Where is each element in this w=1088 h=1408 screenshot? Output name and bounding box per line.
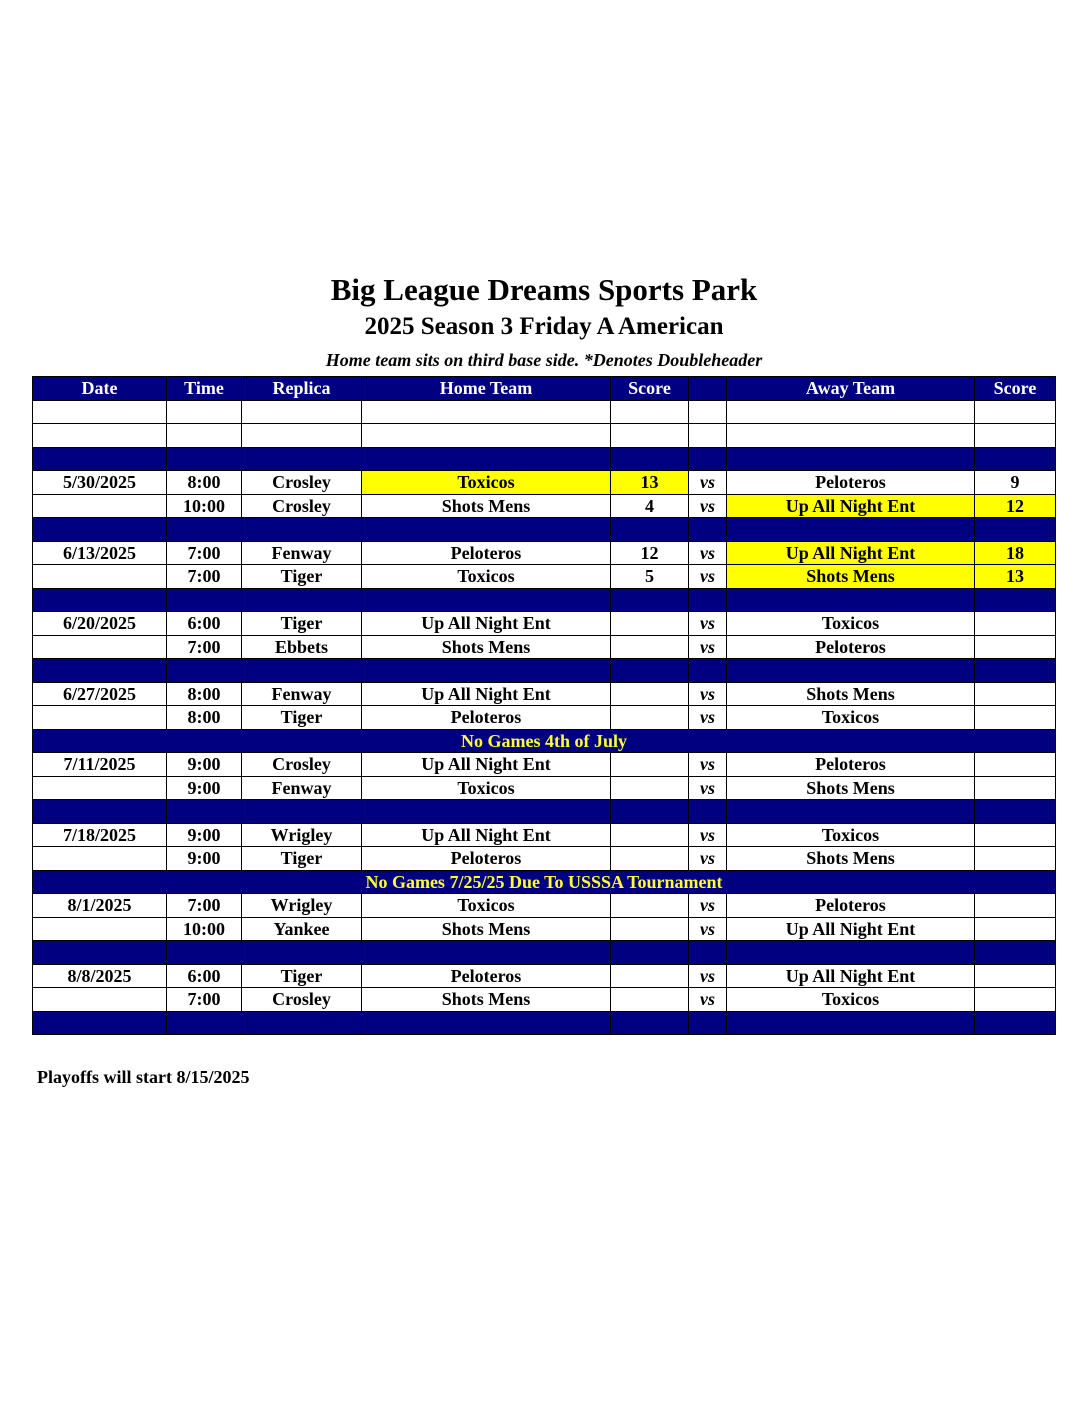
vs-cell: vs	[689, 988, 727, 1012]
away-score-cell: 18	[975, 541, 1056, 565]
date-cell	[33, 565, 167, 589]
vs-cell: vs	[689, 894, 727, 918]
header-vs	[689, 377, 727, 401]
time-cell	[167, 800, 242, 824]
home-team-cell: Up All Night Ent	[362, 612, 611, 636]
away-team-cell: Up All Night Ent	[727, 964, 975, 988]
away-team-cell	[727, 518, 975, 542]
no-games-banner-row	[33, 729, 1056, 753]
header-home-team: Home Team	[362, 377, 611, 401]
replica-cell	[242, 518, 362, 542]
home-team-cell: Shots Mens	[362, 988, 611, 1012]
time-cell	[167, 1011, 242, 1035]
away-team-cell: Up All Night Ent	[727, 494, 975, 518]
home-team-cell	[362, 659, 611, 683]
home-score-cell	[611, 1011, 689, 1035]
game-row	[33, 612, 1056, 636]
away-team-cell: Up All Night Ent	[727, 917, 975, 941]
game-row	[33, 988, 1056, 1012]
home-team-cell: Peloteros	[362, 706, 611, 730]
away-score-cell: 12	[975, 494, 1056, 518]
game-row	[33, 541, 1056, 565]
date-cell: 7/11/2025	[33, 753, 167, 777]
date-cell: 6/20/2025	[33, 612, 167, 636]
replica-cell	[242, 447, 362, 471]
away-score-cell	[975, 847, 1056, 871]
vs-cell: vs	[689, 565, 727, 589]
date-cell	[33, 447, 167, 471]
away-score-cell	[975, 400, 1056, 424]
away-team-cell	[727, 800, 975, 824]
game-row	[33, 847, 1056, 871]
home-team-cell: Up All Night Ent	[362, 753, 611, 777]
away-team-cell: Up All Night Ent	[727, 541, 975, 565]
home-team-cell	[362, 800, 611, 824]
replica-cell: Crosley	[242, 471, 362, 495]
home-score-cell	[611, 682, 689, 706]
date-cell: 8/8/2025	[33, 964, 167, 988]
home-score-cell	[611, 776, 689, 800]
replica-cell	[242, 800, 362, 824]
separator-row	[33, 659, 1056, 683]
page-title: Big League Dreams Sports Park	[330, 272, 758, 307]
away-team-cell: Peloteros	[727, 471, 975, 495]
game-row	[33, 917, 1056, 941]
away-team-cell: Toxicos	[727, 988, 975, 1012]
home-team-cell: Peloteros	[362, 541, 611, 565]
vs-cell: vs	[689, 494, 727, 518]
game-row	[33, 494, 1056, 518]
away-team-cell	[727, 424, 975, 448]
date-cell	[33, 941, 167, 965]
replica-cell: Fenway	[242, 776, 362, 800]
date-cell: 8/1/2025	[33, 894, 167, 918]
home-score-cell	[611, 988, 689, 1012]
away-score-cell	[975, 706, 1056, 730]
home-score-cell	[611, 706, 689, 730]
header-away-team: Away Team	[727, 377, 975, 401]
game-row	[33, 706, 1056, 730]
date-cell	[33, 494, 167, 518]
away-score-cell	[975, 635, 1056, 659]
away-team-cell	[727, 447, 975, 471]
replica-cell: Fenway	[242, 682, 362, 706]
replica-cell	[242, 400, 362, 424]
vs-cell: vs	[689, 612, 727, 636]
game-row	[33, 894, 1056, 918]
separator-row	[33, 447, 1056, 471]
time-cell: 8:00	[167, 706, 242, 730]
away-team-cell: Peloteros	[727, 894, 975, 918]
page-subtitle: 2025 Season 3 Friday A American	[364, 313, 724, 340]
date-cell: 5/30/2025	[33, 471, 167, 495]
replica-cell: Crosley	[242, 494, 362, 518]
replica-cell: Tiger	[242, 706, 362, 730]
vs-cell	[689, 941, 727, 965]
replica-cell: Tiger	[242, 964, 362, 988]
header-home-score: Score	[611, 377, 689, 401]
home-team-cell: Peloteros	[362, 847, 611, 871]
time-cell: 10:00	[167, 494, 242, 518]
home-score-cell	[611, 447, 689, 471]
replica-cell: Crosley	[242, 988, 362, 1012]
date-cell	[33, 424, 167, 448]
home-score-cell: 12	[611, 541, 689, 565]
away-team-cell: Toxicos	[727, 612, 975, 636]
game-row	[33, 682, 1056, 706]
away-score-cell	[975, 612, 1056, 636]
vs-cell: vs	[689, 706, 727, 730]
time-cell: 7:00	[167, 894, 242, 918]
home-score-cell	[611, 612, 689, 636]
header-away-score: Score	[975, 377, 1056, 401]
away-team-cell	[727, 941, 975, 965]
vs-cell: vs	[689, 776, 727, 800]
date-cell	[33, 659, 167, 683]
time-cell: 7:00	[167, 565, 242, 589]
away-team-cell: Toxicos	[727, 706, 975, 730]
home-score-cell	[611, 917, 689, 941]
date-cell	[33, 800, 167, 824]
vs-cell: vs	[689, 964, 727, 988]
away-score-cell	[975, 753, 1056, 777]
vs-cell: vs	[689, 682, 727, 706]
home-score-cell	[611, 424, 689, 448]
vs-cell	[689, 800, 727, 824]
home-score-cell: 13	[611, 471, 689, 495]
away-score-cell	[975, 823, 1056, 847]
away-team-cell: Toxicos	[727, 823, 975, 847]
replica-cell	[242, 588, 362, 612]
away-score-cell	[975, 447, 1056, 471]
playoffs-note: Playoffs will start 8/15/2025	[37, 1067, 250, 1087]
home-team-cell	[362, 447, 611, 471]
home-score-cell	[611, 635, 689, 659]
vs-cell	[689, 400, 727, 424]
schedule-table	[32, 376, 1056, 1035]
replica-cell: Fenway	[242, 541, 362, 565]
time-cell: 10:00	[167, 917, 242, 941]
no-games-banner-row	[33, 870, 1056, 894]
replica-cell: Wrigley	[242, 894, 362, 918]
home-team-cell: Shots Mens	[362, 917, 611, 941]
home-team-cell: Shots Mens	[362, 494, 611, 518]
header-date: Date	[33, 377, 167, 401]
away-team-cell: Shots Mens	[727, 565, 975, 589]
time-cell: 9:00	[167, 753, 242, 777]
time-cell	[167, 941, 242, 965]
vs-cell	[689, 518, 727, 542]
time-cell: 7:00	[167, 635, 242, 659]
home-team-cell: Toxicos	[362, 565, 611, 589]
blank-row	[33, 424, 1056, 448]
away-team-cell	[727, 588, 975, 612]
vs-cell: vs	[689, 471, 727, 495]
date-cell	[33, 706, 167, 730]
vs-cell: vs	[689, 541, 727, 565]
away-score-cell: 9	[975, 471, 1056, 495]
separator-row	[33, 1011, 1056, 1035]
date-cell	[33, 776, 167, 800]
vs-cell	[689, 447, 727, 471]
away-team-cell: Shots Mens	[727, 847, 975, 871]
date-cell	[33, 988, 167, 1012]
replica-cell: Tiger	[242, 612, 362, 636]
replica-cell	[242, 1011, 362, 1035]
home-team-cell: Toxicos	[362, 471, 611, 495]
away-team-cell: Shots Mens	[727, 682, 975, 706]
date-cell	[33, 847, 167, 871]
vs-cell: vs	[689, 847, 727, 871]
replica-cell: Crosley	[242, 753, 362, 777]
home-team-cell: Toxicos	[362, 894, 611, 918]
time-cell: 7:00	[167, 541, 242, 565]
schedule-note: Home team sits on third base side. *Denotes Doubleheader	[325, 350, 763, 370]
home-team-cell: Up All Night Ent	[362, 682, 611, 706]
time-cell: 7:00	[167, 988, 242, 1012]
blank-row	[33, 400, 1056, 424]
replica-cell: Wrigley	[242, 823, 362, 847]
home-score-cell	[611, 400, 689, 424]
date-cell	[33, 588, 167, 612]
time-cell: 9:00	[167, 847, 242, 871]
date-cell	[33, 917, 167, 941]
date-cell	[33, 635, 167, 659]
home-score-cell	[611, 753, 689, 777]
away-score-cell: 13	[975, 565, 1056, 589]
vs-cell: vs	[689, 753, 727, 777]
time-cell	[167, 400, 242, 424]
away-team-cell: Shots Mens	[727, 776, 975, 800]
away-score-cell	[975, 1011, 1056, 1035]
header-row	[33, 377, 1056, 401]
home-team-cell	[362, 400, 611, 424]
vs-cell: vs	[689, 823, 727, 847]
home-team-cell: Peloteros	[362, 964, 611, 988]
header-replica: Replica	[242, 377, 362, 401]
time-cell	[167, 447, 242, 471]
away-score-cell	[975, 424, 1056, 448]
away-score-cell	[975, 588, 1056, 612]
game-row	[33, 471, 1056, 495]
schedule-body	[33, 400, 1056, 1035]
separator-row	[33, 941, 1056, 965]
game-row	[33, 635, 1056, 659]
vs-cell	[689, 659, 727, 683]
home-team-cell: Up All Night Ent	[362, 823, 611, 847]
away-team-cell: Peloteros	[727, 635, 975, 659]
home-score-cell	[611, 964, 689, 988]
home-score-cell	[611, 941, 689, 965]
date-cell: 6/27/2025	[33, 682, 167, 706]
home-score-cell	[611, 847, 689, 871]
time-cell: 6:00	[167, 964, 242, 988]
game-row	[33, 753, 1056, 777]
replica-cell: Yankee	[242, 917, 362, 941]
home-team-cell	[362, 941, 611, 965]
home-team-cell	[362, 518, 611, 542]
header-time: Time	[167, 377, 242, 401]
game-row	[33, 823, 1056, 847]
time-cell	[167, 518, 242, 542]
home-score-cell	[611, 518, 689, 542]
home-score-cell	[611, 800, 689, 824]
replica-cell	[242, 424, 362, 448]
away-team-cell	[727, 400, 975, 424]
date-cell: 6/13/2025	[33, 541, 167, 565]
game-row	[33, 964, 1056, 988]
replica-cell	[242, 659, 362, 683]
home-team-cell	[362, 588, 611, 612]
time-cell: 6:00	[167, 612, 242, 636]
away-score-cell	[975, 800, 1056, 824]
time-cell	[167, 659, 242, 683]
home-score-cell	[611, 588, 689, 612]
time-cell	[167, 588, 242, 612]
away-score-cell	[975, 518, 1056, 542]
home-score-cell: 4	[611, 494, 689, 518]
away-score-cell	[975, 917, 1056, 941]
time-cell: 9:00	[167, 776, 242, 800]
home-score-cell: 5	[611, 565, 689, 589]
vs-cell: vs	[689, 635, 727, 659]
replica-cell: Tiger	[242, 565, 362, 589]
vs-cell	[689, 424, 727, 448]
away-team-cell	[727, 659, 975, 683]
date-cell	[33, 518, 167, 542]
home-team-cell	[362, 1011, 611, 1035]
no-games-banner: No Games 4th of July	[33, 729, 1056, 753]
home-score-cell	[611, 894, 689, 918]
away-score-cell	[975, 894, 1056, 918]
game-row	[33, 776, 1056, 800]
home-score-cell	[611, 659, 689, 683]
date-cell	[33, 1011, 167, 1035]
home-team-cell	[362, 424, 611, 448]
away-team-cell: Peloteros	[727, 753, 975, 777]
separator-row	[33, 800, 1056, 824]
away-score-cell	[975, 776, 1056, 800]
time-cell	[167, 424, 242, 448]
replica-cell: Tiger	[242, 847, 362, 871]
date-cell: 7/18/2025	[33, 823, 167, 847]
replica-cell	[242, 941, 362, 965]
away-score-cell	[975, 659, 1056, 683]
away-score-cell	[975, 964, 1056, 988]
vs-cell: vs	[689, 917, 727, 941]
vs-cell	[689, 588, 727, 612]
date-cell	[33, 400, 167, 424]
home-team-cell: Shots Mens	[362, 635, 611, 659]
vs-cell	[689, 1011, 727, 1035]
time-cell: 8:00	[167, 471, 242, 495]
no-games-banner: No Games 7/25/25 Due To USSSA Tournament	[33, 870, 1056, 894]
time-cell: 9:00	[167, 823, 242, 847]
game-row	[33, 565, 1056, 589]
separator-row	[33, 588, 1056, 612]
separator-row	[33, 518, 1056, 542]
home-score-cell	[611, 823, 689, 847]
replica-cell: Ebbets	[242, 635, 362, 659]
home-team-cell: Toxicos	[362, 776, 611, 800]
time-cell: 8:00	[167, 682, 242, 706]
away-team-cell	[727, 1011, 975, 1035]
away-score-cell	[975, 682, 1056, 706]
away-score-cell	[975, 988, 1056, 1012]
away-score-cell	[975, 941, 1056, 965]
